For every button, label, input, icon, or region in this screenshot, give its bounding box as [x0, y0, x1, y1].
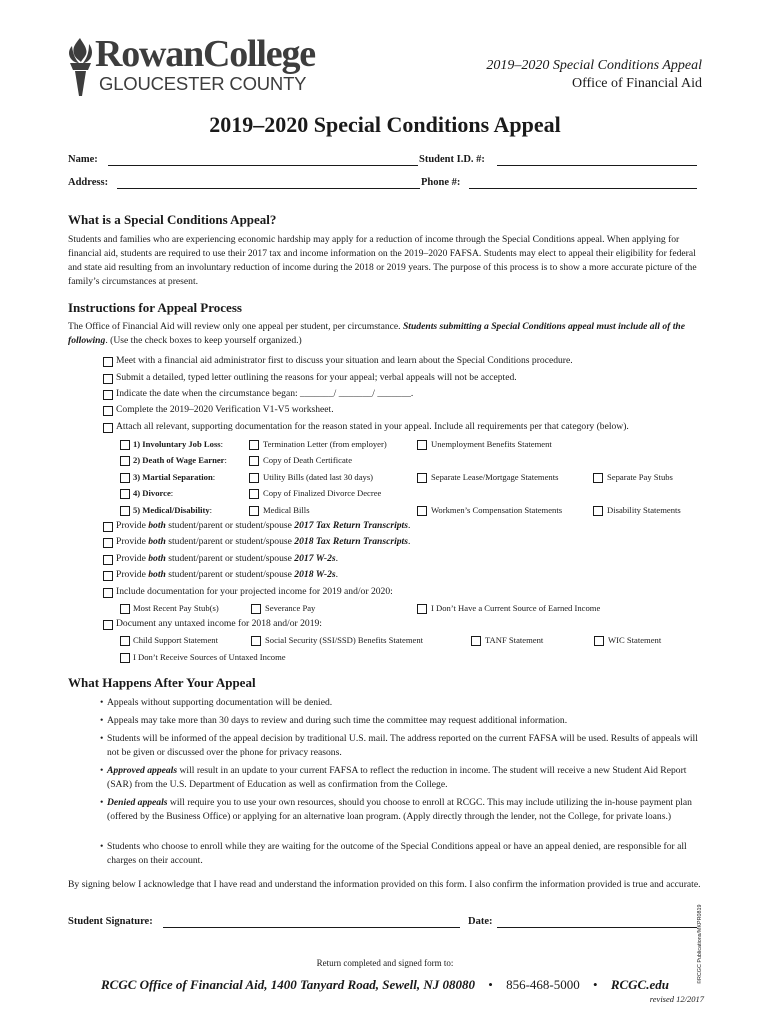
after-bullet-approved: • Approved appeals will result in an update to your current FAFSA to reflect the reduction in income. The student will receive a new Student Aid Report (SAR) from the U.S. Department of Education as well as confirmation from the College. — [100, 765, 687, 790]
checklist-item-worksheet: Complete the 2019–2020 Verification V1-V5 worksheet. — [116, 404, 334, 415]
what-is-heading: What is a Special Conditions Appeal? — [68, 212, 277, 227]
acknowledgement-text: By signing below I acknowledge that I have read and understand the information provided on this form. I also confirm the information provided is true and accurate. — [68, 879, 701, 890]
untaxed-option-wic: WIC Statement — [608, 635, 662, 645]
untaxed-option-child-support: Child Support Statement — [133, 635, 218, 645]
after-bullet-review-time: • Appeals may take more than 30 days to review and during such time the committee may request additional information. — [100, 715, 568, 726]
name-label: Name: — [68, 154, 98, 165]
projected-option-no-income: I Don’t Have a Current Source of Earned Income — [431, 603, 601, 613]
checkbox-2018-transcripts[interactable] — [103, 538, 113, 548]
checkbox-unemployment[interactable] — [417, 440, 427, 450]
student-id-field[interactable] — [497, 154, 697, 166]
checkbox-lease-mortgage[interactable] — [417, 473, 427, 483]
checkbox-social-security[interactable] — [251, 636, 261, 646]
checkbox-medical-bills[interactable] — [249, 506, 259, 516]
checkbox-tanf[interactable] — [471, 636, 481, 646]
checkbox-category-divorce[interactable] — [120, 489, 130, 499]
projected-option-severance: Severance Pay — [265, 603, 316, 613]
category-separation: 3) Martial Separation: — [133, 472, 216, 482]
checkbox-2017-transcripts[interactable] — [103, 522, 113, 532]
checkbox-category-separation[interactable] — [120, 473, 130, 483]
signature-field[interactable] — [163, 916, 460, 928]
checkbox-2018-w2[interactable] — [103, 571, 113, 581]
publication-code: ©RCGC Publications/MKPR0819 — [697, 904, 703, 984]
footer-address: RCGC Office of Financial Aid, 1400 Tanyard Road, Sewell, NJ 08080 — [101, 977, 476, 992]
checkbox-verification-worksheet[interactable] — [103, 406, 113, 416]
checkbox-typed-letter[interactable] — [103, 374, 113, 384]
checkbox-child-support[interactable] — [120, 636, 130, 646]
intro-tail: . (Use the check boxes to keep yourself organized.) — [105, 335, 302, 346]
doc-lease-mortgage: Separate Lease/Mortgage Statements — [431, 472, 559, 482]
footer-phone: 856-468-5000 — [506, 977, 580, 992]
checkbox-category-job-loss[interactable] — [120, 440, 130, 450]
return-instructions: Return completed and signed form to: — [316, 958, 454, 968]
name-field[interactable] — [108, 154, 418, 166]
date-label: Date: — [468, 916, 493, 927]
checkbox-2017-w2[interactable] — [103, 555, 113, 565]
footer-separator: • — [488, 977, 493, 992]
intro-emphasis: Students submitting a Special Conditions appeal must include all of the following — [68, 321, 685, 346]
checkbox-divorce-decree[interactable] — [249, 489, 259, 499]
what-is-body: Students and families who are experiencing economic hardship may apply for a reduction of income through the Special Conditions appeal. When applying for financial aid, students are required to use their 2017 tax and income information on the 2019–2020 FAFSA. Students may elect to appeal their eligibility for federal and state aid resulting from an involuntary reduction of income during the 2018 or 2019 years. The purpose of this process is to show a more accurate picture of the family’s circumstances at present. — [68, 234, 697, 287]
checkbox-termination-letter[interactable] — [249, 440, 259, 450]
doc-disability: Disability Statements — [607, 505, 681, 515]
instructions-intro — [68, 320, 708, 348]
revision-date: revised 12/2017 — [649, 994, 704, 1004]
untaxed-option-tanf: TANF Statement — [485, 635, 544, 645]
checkbox-supporting-docs[interactable] — [103, 423, 113, 433]
address-label: Address: — [68, 177, 109, 188]
after-bullet-denied: • Appeals without supporting documentation will be denied. — [100, 697, 333, 708]
checklist-item-letter: Submit a detailed, typed letter outlining the reasons for your appeal; verbal appeals will not be accepted. — [116, 372, 517, 383]
provide-2017-w2: Provide both student/parent or student/spouse 2017 W-2s. — [116, 553, 339, 564]
header-office-name: Office of Financial Aid — [572, 76, 702, 91]
logo-wordmark: RowanCollege — [95, 33, 315, 75]
footer-website[interactable]: RCGC.edu — [610, 977, 669, 992]
checkbox-disability[interactable] — [593, 506, 603, 516]
provide-2018-w2: Provide both student/parent or student/spouse 2018 W-2s. — [116, 569, 339, 580]
category-death: 2) Death of Wage Earner: — [133, 455, 227, 465]
page-title: 2019–2020 Special Conditions Appeal — [209, 112, 561, 137]
category-medical: 5) Medical/Disability: — [133, 505, 213, 515]
logo-subtitle: GLOUCESTER COUNTY — [99, 73, 307, 94]
checkbox-pay-stubs[interactable] — [593, 473, 603, 483]
checkbox-category-medical[interactable] — [120, 506, 130, 516]
untaxed-income-text: Document any untaxed income for 2018 and/or 2019: — [116, 618, 322, 629]
category-job-loss: 1) Involuntary Job Loss: — [133, 439, 224, 449]
checkbox-projected-income[interactable] — [103, 588, 113, 598]
checkbox-meet-administrator[interactable] — [103, 357, 113, 367]
doc-pay-stubs: Separate Pay Stubs — [607, 472, 673, 482]
checkbox-utility-bills[interactable] — [249, 473, 259, 483]
provide-2018-transcripts: Provide both student/parent or student/spouse 2018 Tax Return Transcripts. — [116, 536, 411, 547]
after-bullet-denied-appeals: • Denied appeals will require you to use your own resources, should you choose to enroll at RCGC. This may include utilizing the in-house payment plan (offered by the Business Office) or applying for an alternative loan program. (Apply directly through the lender, not the College, for private loans.) — [100, 797, 692, 822]
checkbox-death-certificate[interactable] — [249, 456, 259, 466]
untaxed-option-none: I Don’t Receive Sources of Untaxed Income — [133, 652, 286, 662]
doc-workmens-comp: Workmen’s Compensation Statements — [431, 505, 563, 515]
doc-medical-bills: Medical Bills — [263, 505, 310, 515]
category-divorce: 4) Divorce: — [133, 488, 174, 498]
after-bullet-mail: • Students will be informed of the appeal decision by traditional U.S. mail. The address reported on the current FAFSA will be used. Results of appeals will not be given or discussed over the phone for privacy reasons. — [100, 733, 698, 758]
doc-termination-letter: Termination Letter (from employer) — [263, 439, 387, 449]
checkbox-category-death[interactable] — [120, 456, 130, 466]
after-bullet-enroll: • Students who choose to enroll while they are waiting for the outcome of the Special Conditions appeal or have an appeal denied, are responsible for all charges on their account. — [100, 841, 687, 866]
date-field[interactable] — [497, 916, 697, 928]
untaxed-option-social-security: Social Security (SSI/SSD) Benefits Statement — [265, 635, 424, 645]
intro-text: The Office of Financial Aid will review only one appeal per student, per circumstance. — [68, 321, 401, 332]
checklist-item-date: Indicate the date when the circumstance began: _______/ _______/ _______. — [116, 388, 414, 399]
checkbox-circumstance-date[interactable] — [103, 390, 113, 400]
student-id-label: Student I.D. #: — [419, 154, 485, 165]
projected-option-pay-stub: Most Recent Pay Stub(s) — [133, 603, 219, 613]
address-field[interactable] — [117, 177, 420, 189]
checkbox-untaxed-income[interactable] — [103, 620, 113, 630]
footer-contact — [0, 977, 770, 993]
after-appeal-heading: What Happens After Your Appeal — [68, 675, 256, 690]
footer-separator-2: • — [593, 977, 598, 992]
checkbox-no-untaxed-income[interactable] — [120, 653, 130, 663]
instructions-heading: Instructions for Appeal Process — [68, 300, 242, 315]
phone-label: Phone #: — [421, 177, 461, 188]
provide-2017-transcripts: Provide both student/parent or student/spouse 2017 Tax Return Transcripts. — [116, 520, 411, 531]
projected-income-text: Include documentation for your projected income for 2019 and/or 2020: — [116, 586, 393, 597]
checkbox-no-earned-income[interactable] — [417, 604, 427, 614]
checklist-item-documentation: Attach all relevant, supporting documentation for the reason stated in your appeal. Include all requirements per that category (below). — [116, 421, 629, 432]
doc-divorce-decree: Copy of Finalized Divorce Decree — [263, 488, 382, 498]
phone-field[interactable] — [469, 177, 697, 189]
college-logo — [66, 33, 328, 100]
header-form-title: 2019–2020 Special Conditions Appeal — [486, 58, 702, 73]
torch-icon — [66, 36, 96, 100]
doc-death-certificate: Copy of Death Certificate — [263, 455, 353, 465]
checklist-item-meet: Meet with a financial aid administrator first to discuss your situation and learn about the Special Conditions procedure. — [116, 355, 573, 366]
checkbox-recent-pay-stub[interactable] — [120, 604, 130, 614]
checkbox-severance-pay[interactable] — [251, 604, 261, 614]
doc-utility-bills: Utility Bills (dated last 30 days) — [263, 472, 374, 482]
signature-label: Student Signature: — [68, 916, 153, 927]
doc-unemployment: Unemployment Benefits Statement — [431, 439, 552, 449]
checkbox-wic[interactable] — [594, 636, 604, 646]
checkbox-workmens-comp[interactable] — [417, 506, 427, 516]
